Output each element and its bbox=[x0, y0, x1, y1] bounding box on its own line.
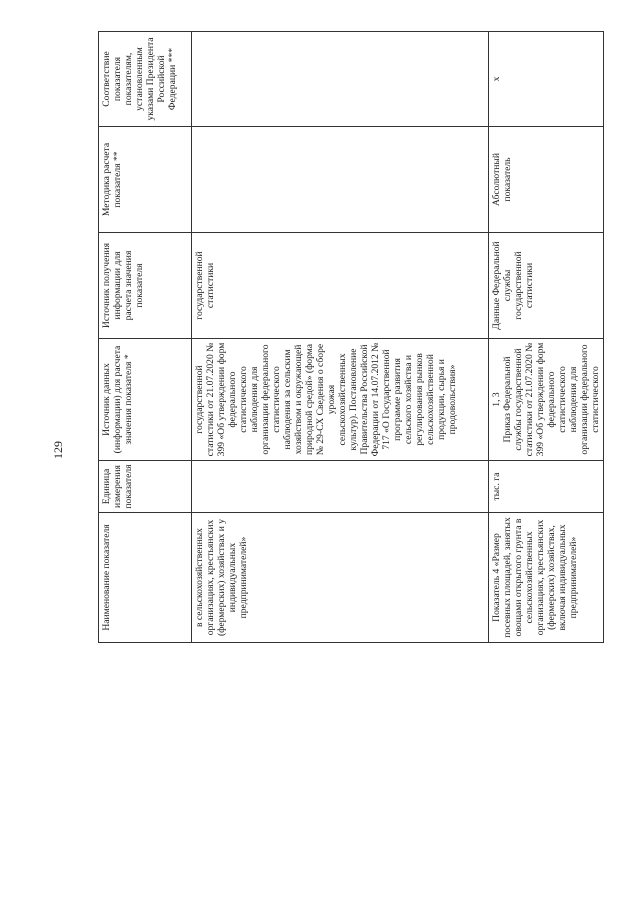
header-info-source: Источник получения информации для расчета значения показателя bbox=[99, 233, 192, 339]
header-method: Методика расчета показателя ** bbox=[99, 127, 192, 233]
header-unit: Единица измерения показателя bbox=[99, 461, 192, 513]
header-indicator-name: Наименование показателя bbox=[99, 513, 192, 643]
cell-method: Абсолютный показатель bbox=[488, 127, 603, 233]
header-data-source: Источник данных (информации) для расчета значения показателя * bbox=[99, 339, 192, 461]
data-source-ref: 1, 3 bbox=[490, 392, 502, 407]
indicators-table-rotated bbox=[98, 32, 604, 643]
indicators-table bbox=[98, 31, 604, 643]
cell-compliance: х bbox=[488, 32, 603, 127]
cell-info-source: государственной статистики bbox=[192, 233, 488, 339]
cell-unit bbox=[192, 461, 488, 513]
table-header-row bbox=[99, 32, 192, 643]
page-number: 129 bbox=[50, 441, 65, 459]
table-row bbox=[192, 32, 488, 643]
cell-indicator-name: Показатель 4 «Размер посевных площадей, занятых овощами открытого грунта в сельскохозяйственных организациях, крестьянских (фермерских) хозяйствах, включая индивидуальных предпринимателей» bbox=[488, 513, 603, 643]
cell-data-source: государственной статистики от 21.07.2020 № 399 «Об утверждении форм федерального статистического наблюдения для организации федерального статистического наблюдения за сельским хозяйством и окружающей природной средой» (форма № 29-СХ Сведения о сборе урожая сельскохозяйственных культур). Постановление Правительства Российской Федерации от 14.07.2012 № 717 «О Государственной программе развития сельского хозяйства и регулирования рынков сельскохозяйственной продукции, сырья и продовольствия» bbox=[192, 339, 488, 461]
header-compliance: Соответствие показателя показателям, установленным указами Президента Российской Федерации *** bbox=[99, 32, 192, 127]
data-source-text: Приказ Федеральной службы государственной статистики от 21.07.2020 № 399 «Об утверждении форм федерального статистического наблюдения для организации федерального статистического bbox=[501, 342, 601, 457]
cell-unit: тыс. га bbox=[488, 461, 603, 513]
cell-compliance bbox=[192, 32, 488, 127]
cell-indicator-name: в сельскохозяйственных организациях, крестьянских (фермерских) хозяйствах и у индивидуальных предпринимателей» bbox=[192, 513, 488, 643]
cell-data-source bbox=[488, 339, 603, 461]
cell-method bbox=[192, 127, 488, 233]
table-row bbox=[488, 32, 603, 643]
cell-info-source: Данные Федеральной службы государственной статистики bbox=[488, 233, 603, 339]
